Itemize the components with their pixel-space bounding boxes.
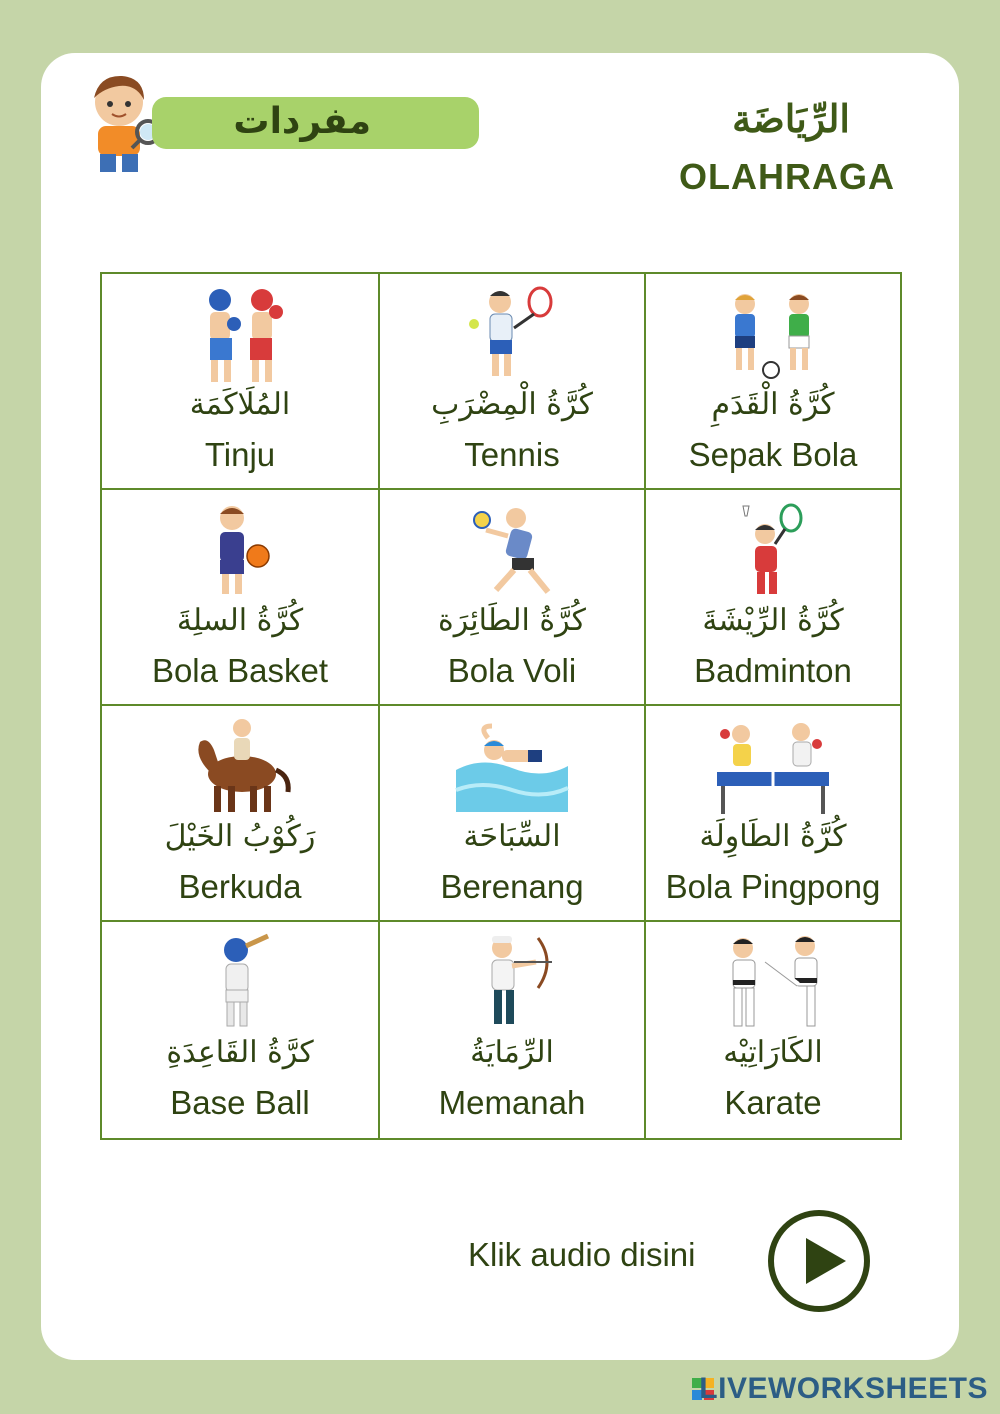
pingpong-icon xyxy=(713,716,833,820)
vocabulary-badge xyxy=(152,97,479,149)
footer-brand[interactable]: LIVEWORKSHEETS xyxy=(699,1372,988,1405)
vocab-cell[interactable] xyxy=(646,706,900,922)
karate-icon xyxy=(713,932,833,1036)
vocab-arabic: الكَارَاتِيْه xyxy=(723,1035,823,1070)
vocab-indonesian: Berkuda xyxy=(178,868,302,905)
archery-icon xyxy=(452,932,572,1036)
vocab-arabic: كُرَّةُ الطَائِرَة xyxy=(438,603,586,638)
vocab-arabic: كُرَّةُ الْقَدَمِ xyxy=(711,387,835,422)
vocab-arabic: كرَّةُ القَاعِدَةِ xyxy=(166,1035,314,1070)
vocab-cell[interactable] xyxy=(646,490,900,706)
title-indonesian: OLAHRAGA xyxy=(679,156,895,197)
vocab-indonesian: Bola Voli xyxy=(447,652,577,689)
audio-label: Klik audio disini xyxy=(468,1236,696,1273)
vocabulary-badge-label: مفردات xyxy=(233,101,371,142)
badminton-icon xyxy=(713,500,833,604)
vocab-indonesian: Tinju xyxy=(204,436,276,473)
basketball-icon xyxy=(180,500,300,604)
vocab-cell[interactable] xyxy=(646,922,900,1138)
vocab-indonesian: Tennis xyxy=(464,436,560,473)
vocab-indonesian: Berenang xyxy=(440,868,584,905)
baseball-icon xyxy=(180,932,300,1036)
tennis-icon xyxy=(452,284,572,388)
swimming-icon xyxy=(437,716,587,820)
vocab-cell[interactable] xyxy=(380,490,646,706)
vocab-cell[interactable] xyxy=(102,490,380,706)
vocab-arabic: كُرَّةُ الْمِضْرَبِ xyxy=(431,387,593,422)
soccer-icon xyxy=(713,284,833,388)
vocab-cell[interactable] xyxy=(102,274,380,490)
vocab-cell[interactable] xyxy=(380,706,646,922)
horse-riding-icon xyxy=(180,716,300,820)
play-button[interactable] xyxy=(766,1208,872,1314)
vocab-arabic: رَكُوْبُ الخَيْلَ xyxy=(164,819,316,854)
vocab-indonesian: Karate xyxy=(724,1084,822,1121)
boxing-icon xyxy=(180,284,300,388)
title-arabic: الرِّيَاضَة xyxy=(732,96,850,141)
vocab-indonesian: Memanah xyxy=(438,1084,586,1121)
volleyball-icon xyxy=(452,500,572,604)
vocab-cell[interactable] xyxy=(646,274,900,490)
vocab-indonesian: Base Ball xyxy=(170,1084,310,1121)
vocab-indonesian: Sepak Bola xyxy=(688,436,858,473)
vocab-arabic: كُرَّةُ السلِةَ xyxy=(176,603,304,638)
vocab-arabic: الرِّمَايَةُ xyxy=(470,1035,554,1070)
vocab-indonesian: Bola Pingpong xyxy=(665,868,881,905)
vocab-arabic: السِّبَاحَة xyxy=(463,819,561,854)
vocab-arabic: المُلَاكَمَة xyxy=(189,387,291,422)
boy-magnifier-icon xyxy=(74,70,164,180)
vocab-arabic: كُرَّةُ الرِّيْشَةَ xyxy=(702,603,844,638)
vocab-arabic: كُرَّةُ الطَاوِلَة xyxy=(699,819,847,854)
vocab-cell[interactable] xyxy=(102,706,380,922)
vocab-cell[interactable] xyxy=(380,922,646,1138)
vocab-indonesian: Bola Basket xyxy=(151,652,329,689)
vocab-cell[interactable] xyxy=(102,922,380,1138)
vocab-indonesian: Badminton xyxy=(694,652,852,689)
vocab-cell[interactable] xyxy=(380,274,646,490)
vocabulary-grid xyxy=(100,272,902,1140)
